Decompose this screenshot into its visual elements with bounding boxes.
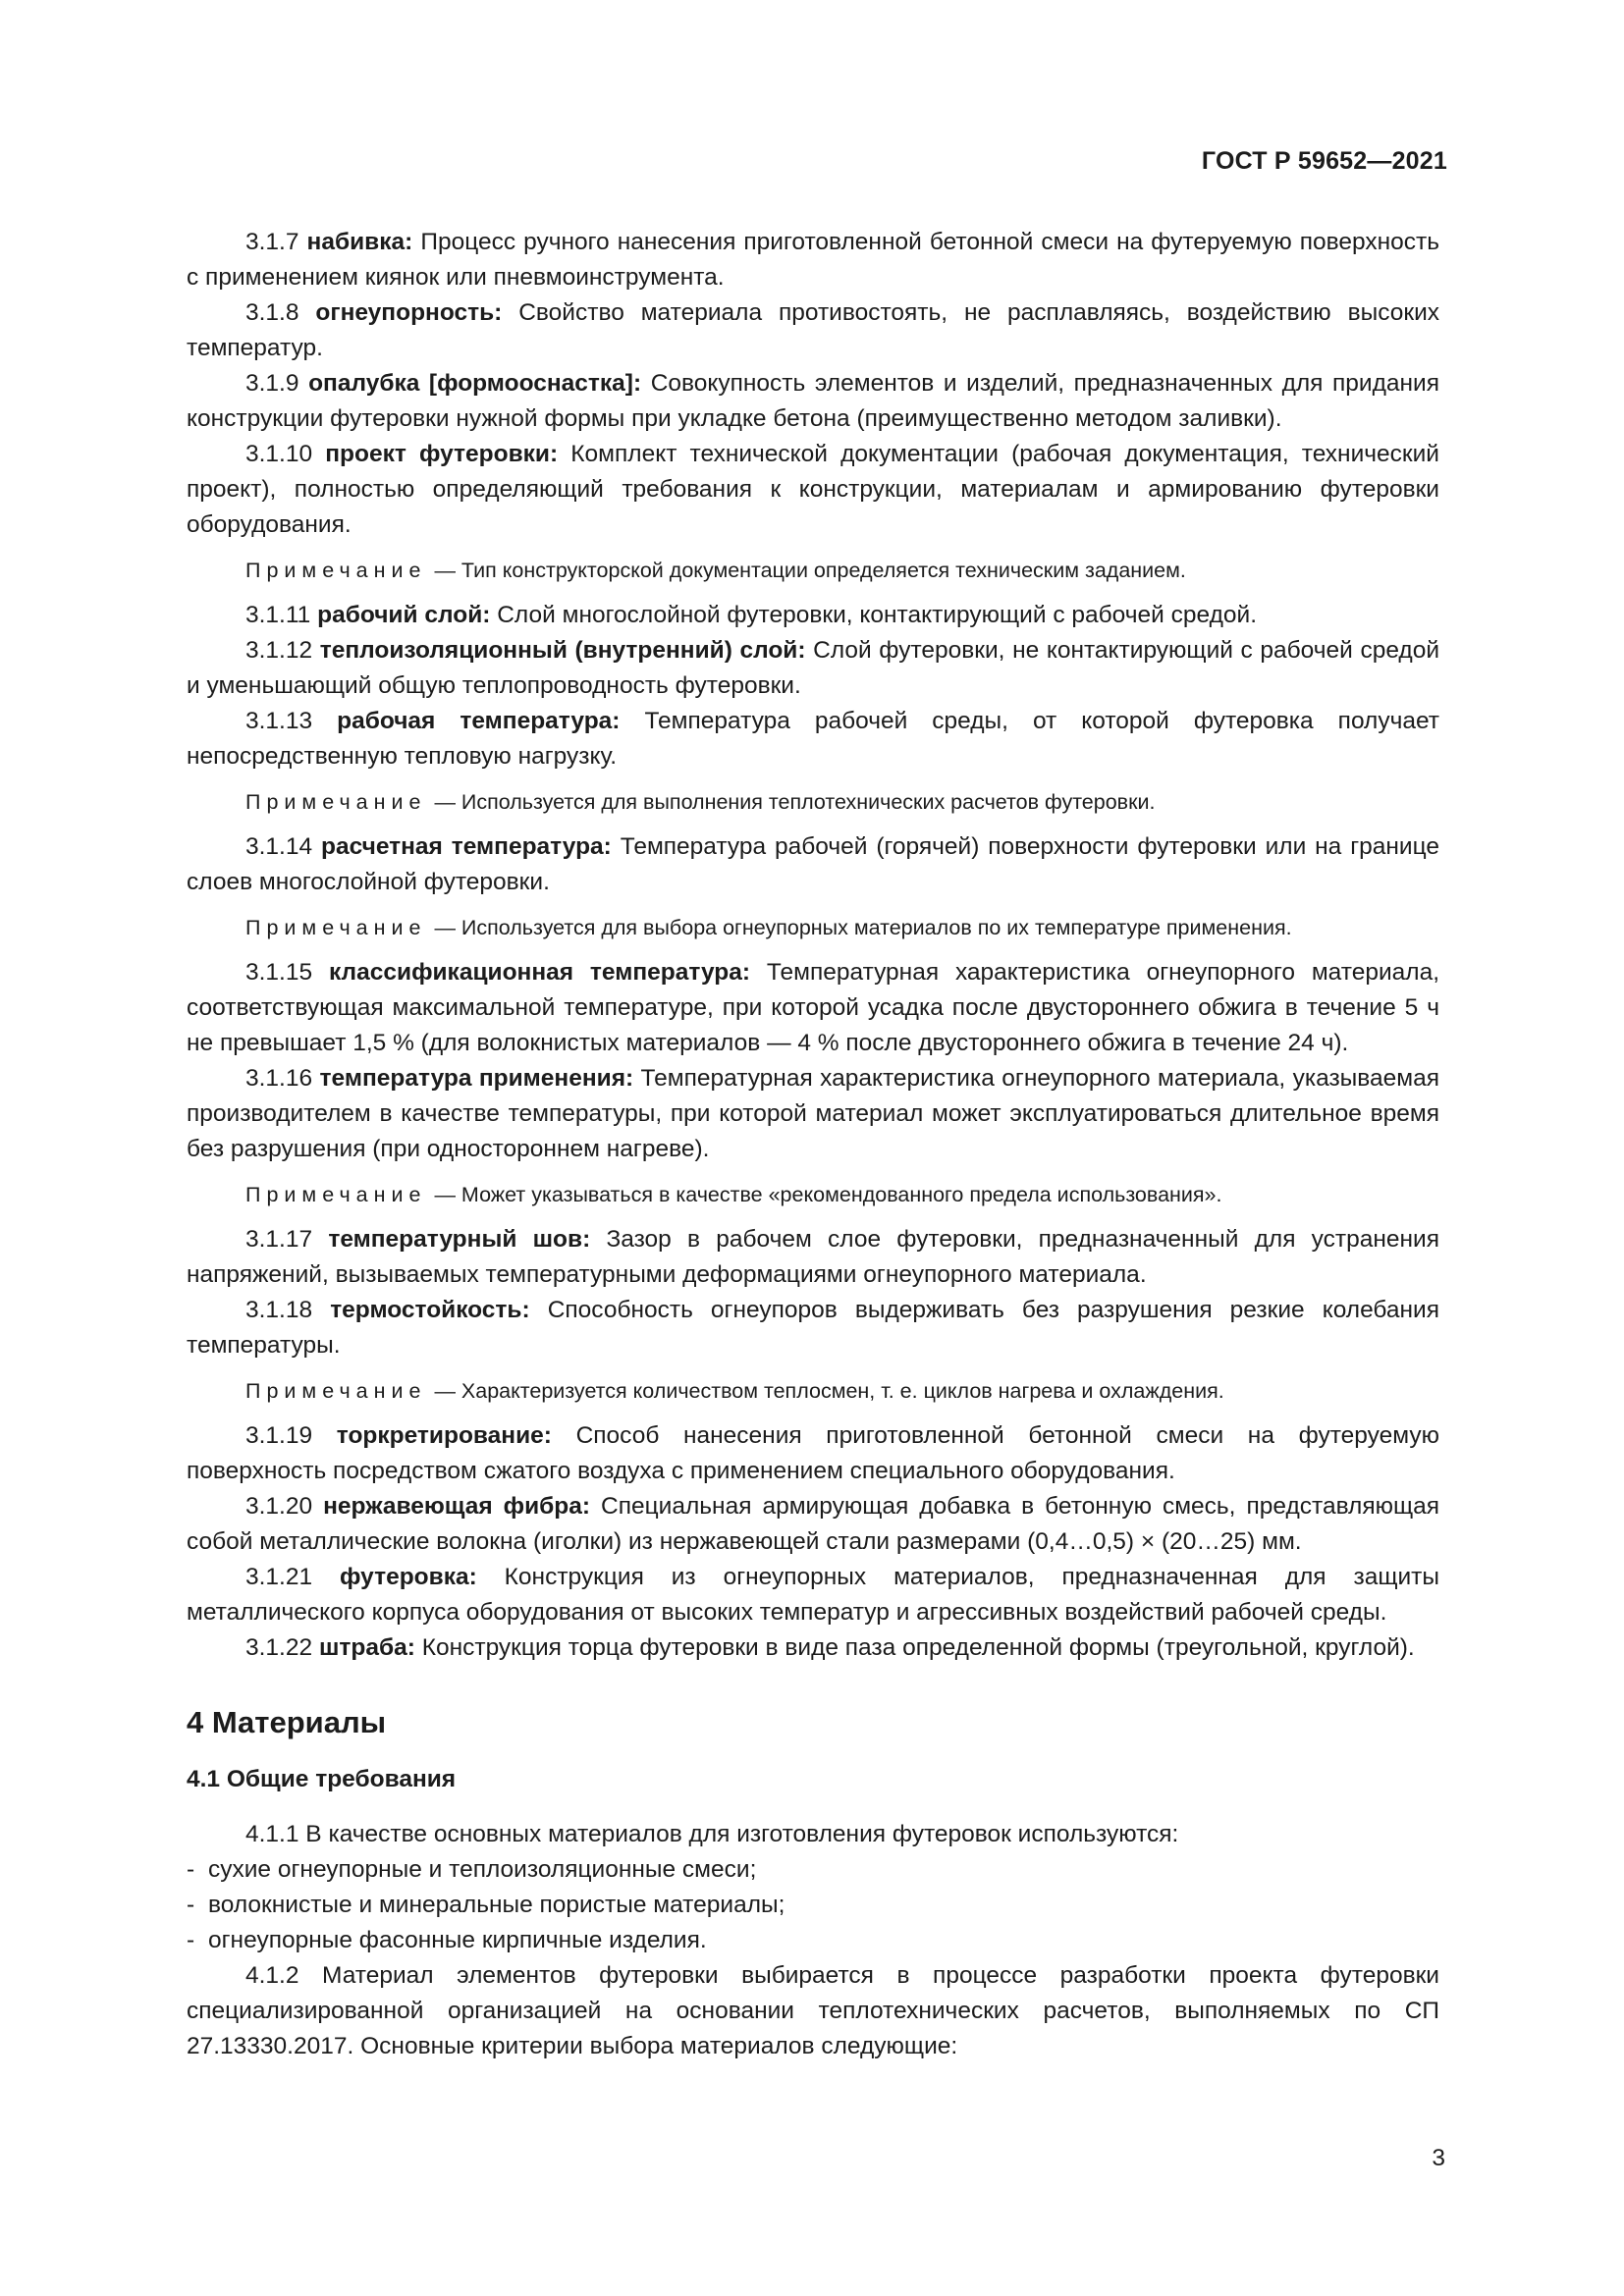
definition-3-1-15: 3.1.15 классификационная температура: Температурная характеристика огнеупорного материала, соответствующая максимальной температуре, при которой усадка после двустороннего обжига в течение 5 ч не превышает 1,5 % (для волокнистых материалов — 4 % после двустороннего обжига в течение 24 ч). [187, 959, 1440, 1056]
note-3: Примечание — Используется для выбора огнеупорных материалов по их температуре применения. [245, 916, 1292, 939]
definition-3-1-16: 3.1.16 температура применения: Температурная характеристика огнеупорного материала, указываемая производителем в качестве температуры, при которой материал может эксплуатироваться длительное время без разрушения (при одностороннем нагреве). [187, 1065, 1440, 1162]
document-header: ГОСТ Р 59652—2021 [1201, 147, 1447, 175]
definition-3-1-13: 3.1.13 рабочая температура: Температура рабочей среды, от которой футеровка получает непосредственную тепловую нагрузку. [187, 708, 1439, 770]
list-item: - волокнистые и минеральные пористые материалы; [187, 1892, 785, 1918]
section-heading: 4 Материалы [187, 1705, 387, 1739]
document-body [187, 225, 1439, 2064]
paragraph-4-1-2: 4.1.2 Материал элементов футеровки выбирается в процессе разработки проекта футеровки специализированной организацией на основании теплотехнических расчетов, выполняемых по СП 27.13330.2017. Основные критерии выбора материалов следующие: [187, 1962, 1439, 2059]
list-item: - огнеупорные фасонные кирпичные изделия. [187, 1927, 707, 1953]
definition-3-1-17: 3.1.17 температурный шов: Зазор в рабочем слое футеровки, предназначенный для устранения напряжений, вызываемых температурными деформациями огнеупорного материала. [187, 1226, 1439, 1288]
definition-3-1-14: 3.1.14 расчетная температура: Температура рабочей (горячей) поверхности футеровки или на границе слоев многослойной футеровки. [187, 833, 1439, 895]
definition-3-1-8: 3.1.8 огнеупорность: Свойство материала противостоять, не расплавляясь, воздействию высоких температур. [187, 299, 1440, 361]
definition-3-1-10: 3.1.10 проект футеровки: Комплект технической документации (рабочая документация, технический проект), полностью определяющий требования к конструкции, материалам и армированию футеровки оборудования. [187, 441, 1439, 538]
paragraph-4-1-1: 4.1.1 В качестве основных материалов для изготовления футеровок используются: [245, 1821, 1179, 1847]
note-2: Примечание — Используется для выполнения теплотехнических расчетов футеровки. [245, 790, 1156, 814]
definition-3-1-18: 3.1.18 термостойкость: Способность огнеупоров выдерживать без разрушения резкие колебания температуры. [187, 1297, 1440, 1359]
subsection-heading: 4.1 Общие требования [187, 1766, 457, 1792]
definition-3-1-19: 3.1.19 торкретирование: Способ нанесения приготовленной бетонной смеси на футеруемую поверхность посредством сжатого воздуха с применением специального оборудования. [187, 1422, 1440, 1484]
definition-3-1-22: 3.1.22 штраба: Конструкция торца футеровки в виде паза определенной формы (треугольной, круглой). [245, 1634, 1415, 1661]
definition-3-1-9: 3.1.9 опалубка [формооснастка]: Совокупность элементов и изделий, предназначенных для придания конструкции футеровки нужной формы при укладке бетона (преимущественно методом заливки). [187, 370, 1439, 432]
note-5: Примечание — Характеризуется количеством теплосмен, т. е. циклов нагрева и охлаждения. [245, 1379, 1224, 1403]
definition-3-1-7: 3.1.7 набивка: Процесс ручного нанесения приготовленной бетонной смеси на футеруемую поверхность с применением киянок или пневмоинструмента. [187, 229, 1439, 291]
list-item: - сухие огнеупорные и теплоизоляционные смеси; [187, 1856, 757, 1883]
definition-3-1-20: 3.1.20 нержавеющая фибра: Специальная армирующая добавка в бетонную смесь, представляющая собой металлические волокна (иголки) из нержавеющей стали размерами (0,4…0,5) × (20…25) мм. [187, 1493, 1440, 1555]
note-1: Примечание — Тип конструкторской документации определяется техническим заданием. [245, 559, 1186, 582]
definition-3-1-21: 3.1.21 футеровка: Конструкция из огнеупорных материалов, предназначенная для защиты металлического корпуса оборудования от высоких температур и агрессивных воздействий рабочей среды. [187, 1564, 1439, 1626]
note-4: Примечание — Может указываться в качестве «рекомендованного предела использования». [245, 1183, 1222, 1206]
page-number: 3 [1432, 2145, 1445, 2171]
definition-3-1-12: 3.1.12 теплоизоляционный (внутренний) слой: Слой футеровки, не контактирующий с рабочей средой и уменьшающий общую теплопроводность футеровки. [187, 637, 1440, 699]
materials-list [187, 1852, 1439, 1958]
definition-3-1-11: 3.1.11 рабочий слой: Слой многослойной футеровки, контактирующий с рабочей средой. [245, 602, 1258, 628]
